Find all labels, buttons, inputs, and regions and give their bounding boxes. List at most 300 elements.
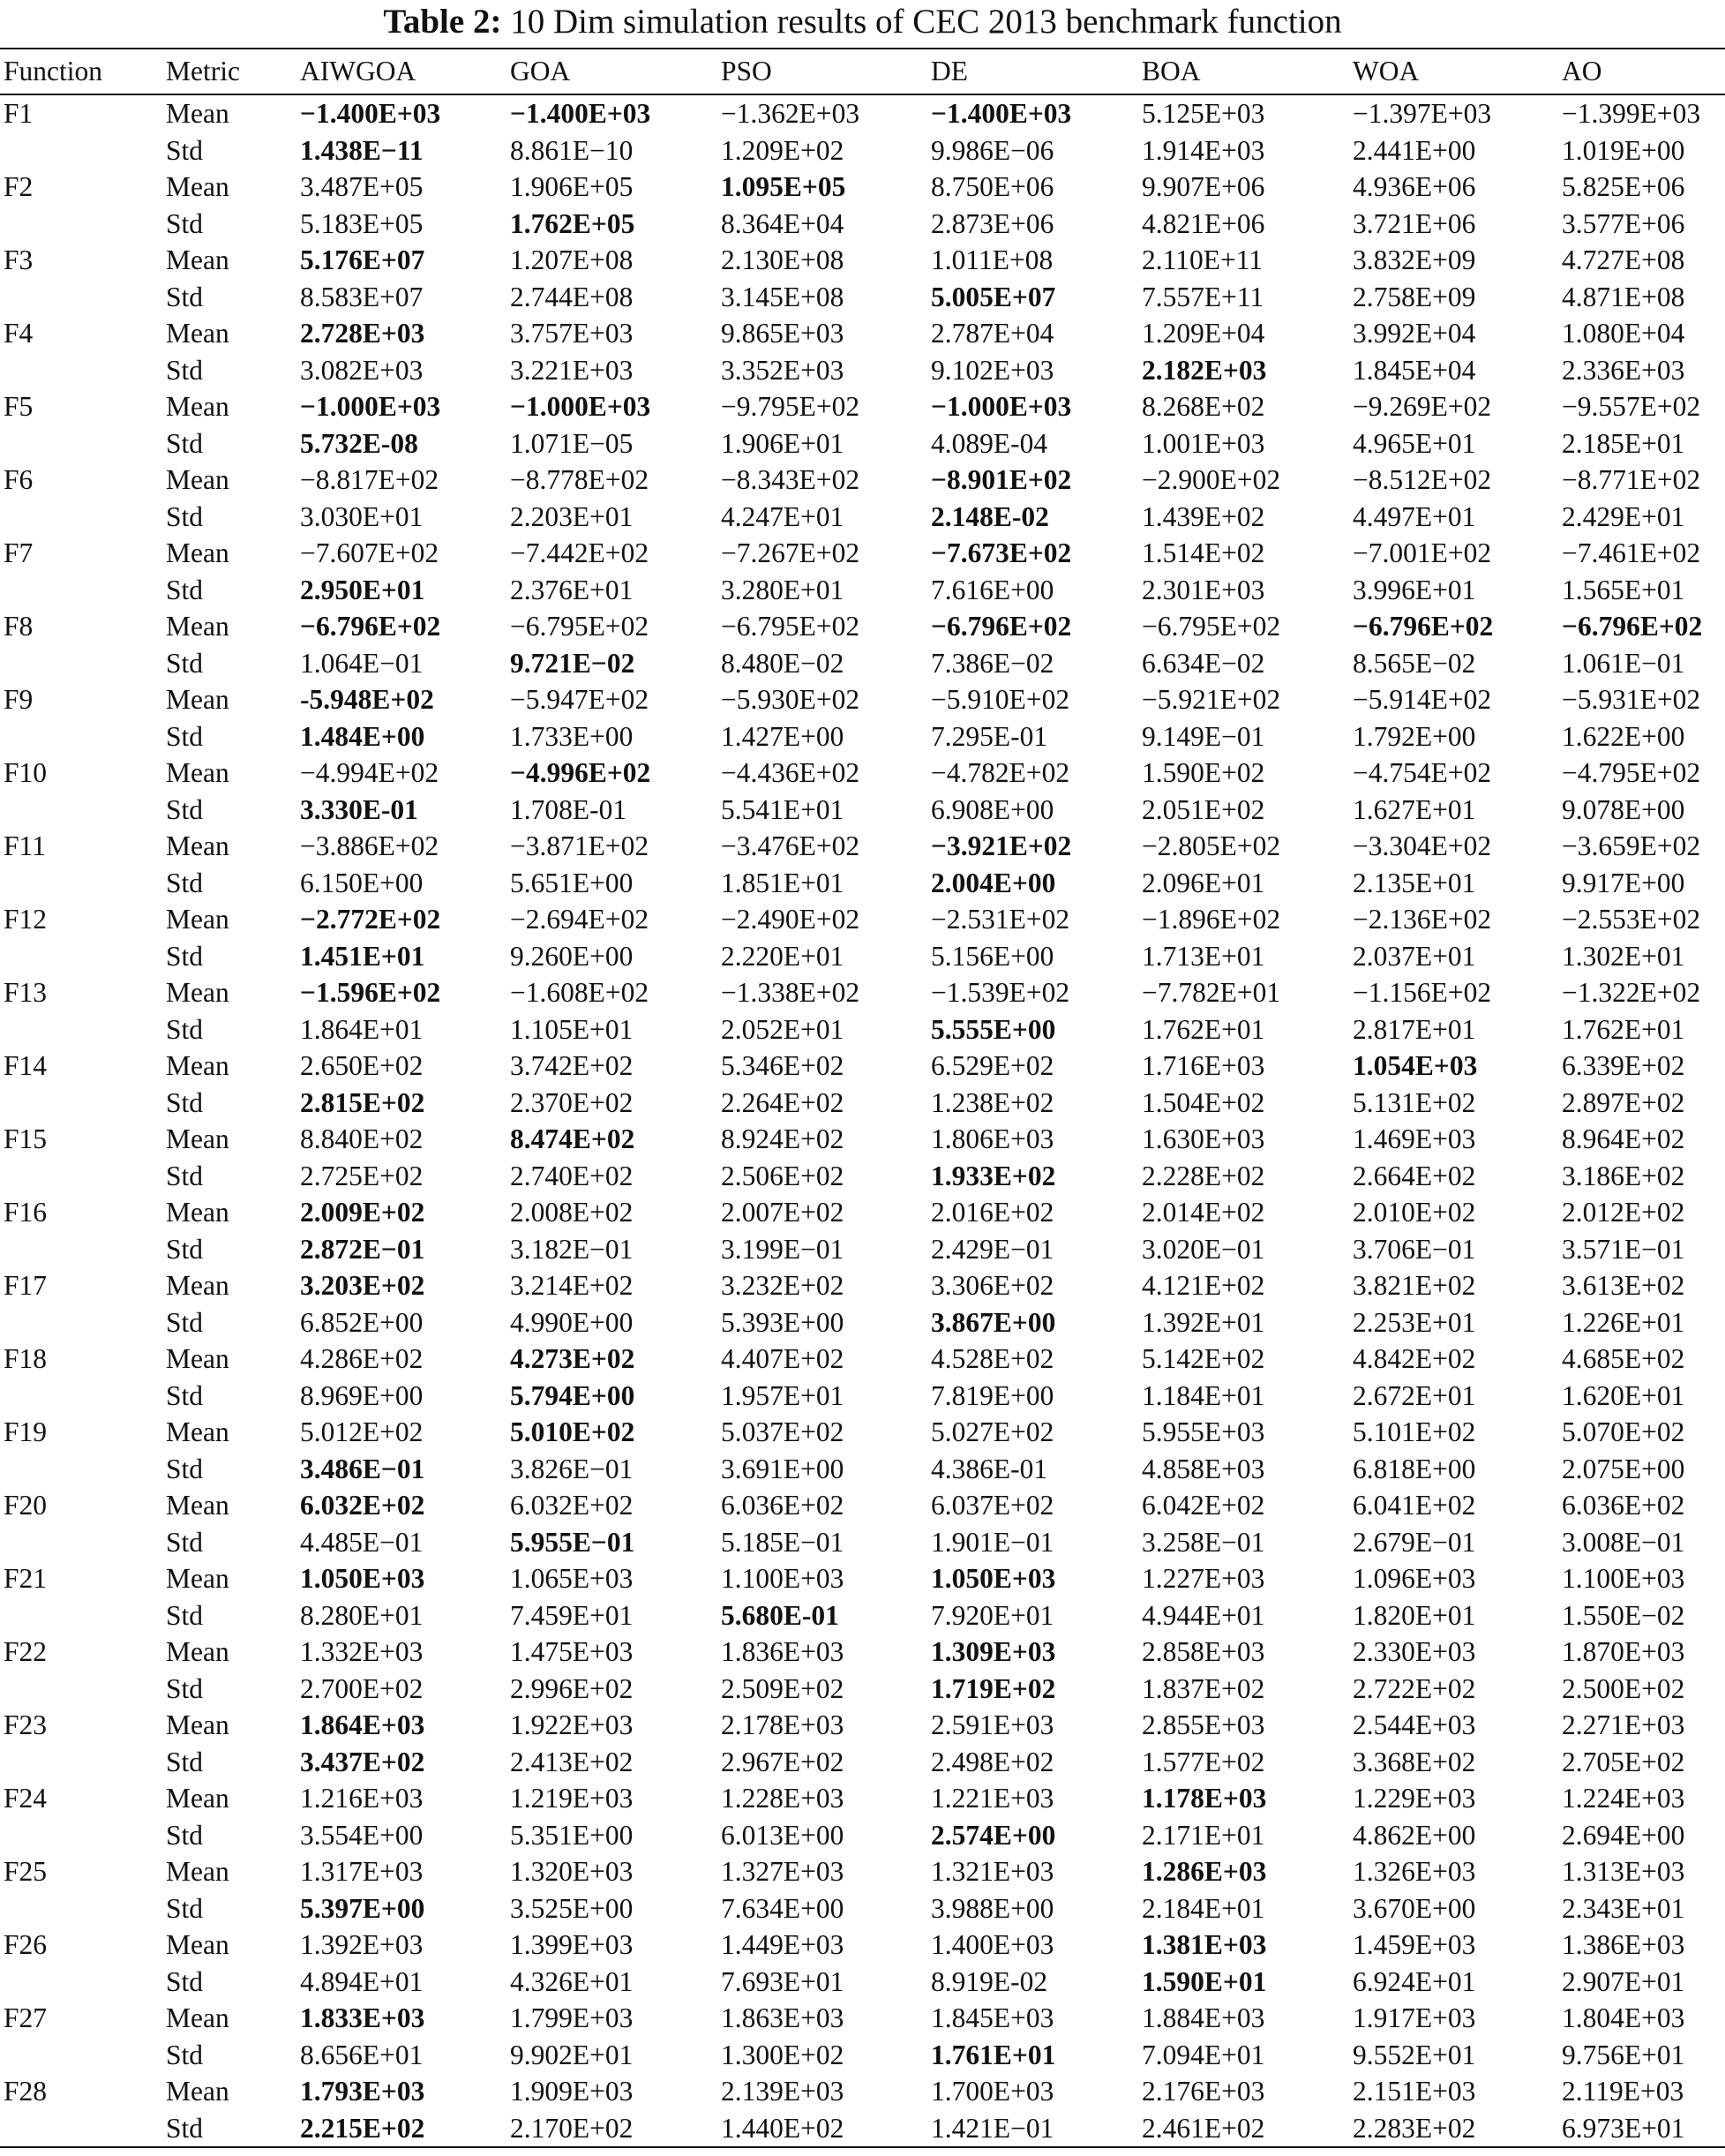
value-cell: 5.185E−01: [721, 1526, 844, 1558]
metric-cell: Mean: [166, 1490, 229, 1521]
value-cell: 2.996E+02: [510, 1672, 634, 1704]
function-group: [0, 315, 1725, 388]
function-name-cell: F6: [4, 464, 34, 495]
value-cell: 4.485E−01: [300, 1526, 424, 1558]
value-cell: −1.400E+03: [931, 98, 1072, 129]
value-cell: 8.969E+00: [300, 1379, 424, 1411]
metric-cell: Mean: [166, 244, 229, 275]
column-header-metric: Metric: [166, 56, 240, 86]
table-row-std: [0, 572, 1725, 609]
value-cell: 5.131E+02: [1353, 1086, 1476, 1118]
value-cell: 1.011E+08: [931, 244, 1054, 275]
metric-cell: Mean: [166, 904, 229, 935]
value-cell: 4.862E+00: [1353, 1819, 1476, 1851]
function-group: [0, 1341, 1725, 1414]
value-cell: 2.907E+01: [1562, 1965, 1685, 1997]
value-cell: 1.504E+02: [1142, 1086, 1265, 1118]
value-cell: −7.001E+02: [1353, 537, 1492, 568]
table-row-std: [0, 1744, 1725, 1781]
value-cell: 2.672E+01: [1353, 1379, 1476, 1411]
value-cell: 8.280E+01: [300, 1599, 424, 1631]
value-cell: 1.019E+00: [1562, 134, 1685, 166]
value-cell: 8.861E−10: [510, 134, 634, 166]
value-cell: −4.994E+02: [300, 757, 439, 788]
function-group: [0, 1487, 1725, 1560]
value-cell: −1.397E+03: [1353, 98, 1492, 129]
value-cell: 2.151E+03: [1353, 2076, 1476, 2107]
value-cell: 1.221E+03: [931, 1783, 1054, 1814]
value-cell: 2.694E+00: [1562, 1819, 1685, 1851]
value-cell: 1.863E+03: [721, 2002, 844, 2033]
value-cell: 4.858E+03: [1142, 1453, 1265, 1484]
value-cell: 3.214E+02: [510, 1270, 634, 1301]
value-cell: 3.199E−01: [721, 1233, 844, 1265]
value-cell: 1.300E+02: [721, 2039, 844, 2070]
value-cell: 1.550E−02: [1562, 1599, 1685, 1631]
value-cell: 1.957E+01: [721, 1379, 844, 1411]
value-cell: −8.901E+02: [931, 464, 1072, 495]
table-row-mean: [0, 242, 1725, 279]
value-cell: 1.326E+03: [1353, 1856, 1476, 1887]
table-row-mean: [0, 1560, 1725, 1597]
metric-cell: Std: [166, 720, 204, 752]
metric-cell: Std: [166, 207, 204, 239]
value-cell: 3.203E+02: [300, 1270, 425, 1301]
value-cell: 8.964E+02: [1562, 1123, 1685, 1154]
value-cell: 4.407E+02: [721, 1343, 844, 1374]
value-cell: −1.539E+02: [931, 977, 1070, 1008]
value-cell: 8.364E+04: [721, 207, 844, 239]
value-cell: 1.071E−05: [510, 427, 634, 459]
value-cell: −1.400E+03: [300, 98, 441, 129]
value-cell: 7.386E−02: [931, 647, 1054, 679]
metric-cell: Mean: [166, 1709, 229, 1740]
column-header-function: Function: [4, 56, 103, 86]
metric-cell: Std: [166, 1746, 204, 1777]
value-cell: 3.525E+00: [510, 1892, 634, 1924]
function-name-cell: F7: [4, 537, 34, 568]
value-cell: 1.845E+04: [1353, 354, 1476, 386]
value-cell: 2.370E+02: [510, 1086, 634, 1118]
value-cell: 1.590E+02: [1142, 757, 1265, 788]
value-cell: −3.921E+02: [931, 830, 1072, 861]
value-cell: 1.209E+04: [1142, 318, 1265, 349]
value-cell: −4.436E+02: [721, 757, 860, 788]
function-group: [0, 1927, 1725, 2000]
table-row-std: [0, 499, 1725, 536]
value-cell: 2.574E+00: [931, 1819, 1056, 1851]
value-cell: 2.728E+03: [300, 318, 425, 349]
metric-cell: Std: [166, 427, 204, 459]
function-name-cell: F24: [4, 1783, 48, 1814]
function-name-cell: F15: [4, 1123, 48, 1154]
table-row-std: [0, 279, 1725, 316]
table-row-std: [0, 1304, 1725, 1341]
value-cell: 3.996E+01: [1353, 574, 1476, 605]
value-cell: 2.271E+03: [1562, 1709, 1685, 1740]
function-group: [0, 1414, 1725, 1487]
function-name-cell: F9: [4, 684, 34, 715]
value-cell: −4.754E+02: [1353, 757, 1492, 788]
value-cell: 4.936E+06: [1353, 171, 1476, 202]
metric-cell: Std: [166, 647, 204, 679]
value-cell: 4.121E+02: [1142, 1270, 1265, 1301]
table-row-mean: [0, 1341, 1725, 1378]
value-cell: 1.440E+02: [721, 2112, 844, 2144]
function-name-cell: F22: [4, 1636, 48, 1667]
value-cell: −1.000E+03: [510, 391, 651, 422]
value-cell: 1.620E+01: [1562, 1379, 1685, 1411]
value-cell: 3.258E−01: [1142, 1526, 1265, 1558]
value-cell: 1.762E+01: [1562, 1013, 1685, 1045]
value-cell: −7.461E+02: [1562, 537, 1701, 568]
value-cell: 1.792E+00: [1353, 720, 1476, 752]
table-row-mean: [0, 462, 1725, 499]
value-cell: 4.965E+01: [1353, 427, 1476, 459]
value-cell: 4.497E+01: [1353, 500, 1476, 532]
metric-cell: Std: [166, 1453, 204, 1484]
value-cell: 2.787E+04: [931, 318, 1054, 349]
value-cell: 6.042E+02: [1142, 1490, 1265, 1521]
value-cell: 2.171E+01: [1142, 1819, 1265, 1851]
value-cell: −2.805E+02: [1142, 830, 1281, 861]
value-cell: 1.761E+01: [931, 2039, 1056, 2070]
value-cell: 2.950E+01: [300, 574, 425, 605]
value-cell: 4.685E+02: [1562, 1343, 1685, 1374]
table-row-mean: [0, 535, 1725, 572]
column-header-ao: AO: [1562, 56, 1602, 86]
value-cell: 3.182E−01: [510, 1233, 634, 1265]
metric-cell: Std: [166, 1892, 204, 1924]
value-cell: 1.327E+03: [721, 1856, 844, 1887]
value-cell: 4.089E-04: [931, 427, 1048, 459]
value-cell: 3.232E+02: [721, 1270, 844, 1301]
function-name-cell: F27: [4, 2002, 48, 2033]
value-cell: 1.313E+03: [1562, 1856, 1685, 1887]
function-name-cell: F17: [4, 1270, 48, 1301]
value-cell: −1.338E+02: [721, 977, 860, 1008]
value-cell: 2.509E+02: [721, 1672, 844, 1704]
value-cell: 1.216E+03: [300, 1783, 424, 1814]
value-cell: 1.227E+03: [1142, 1563, 1265, 1594]
table-row-std: [0, 206, 1725, 243]
value-cell: 1.302E+01: [1562, 940, 1685, 972]
value-cell: 3.437E+02: [300, 1746, 425, 1777]
value-cell: 2.135E+01: [1353, 867, 1476, 898]
metric-cell: Std: [166, 1013, 204, 1045]
metric-cell: Mean: [166, 830, 229, 861]
value-cell: 3.008E−01: [1562, 1526, 1685, 1558]
value-cell: 3.832E+09: [1353, 244, 1476, 275]
function-group: [0, 1853, 1725, 1927]
table-row-mean: [0, 1414, 1725, 1451]
value-cell: 1.392E+03: [300, 1929, 424, 1960]
value-cell: −4.795E+02: [1562, 757, 1701, 788]
value-cell: 1.922E+03: [510, 1709, 634, 1740]
metric-cell: Mean: [166, 1563, 229, 1594]
metric-cell: Mean: [166, 1783, 229, 1814]
value-cell: 3.742E+02: [510, 1050, 634, 1081]
value-cell: 4.871E+08: [1562, 281, 1685, 312]
value-cell: 1.065E+03: [510, 1563, 634, 1594]
value-cell: 4.386E-01: [931, 1453, 1048, 1484]
value-cell: 1.286E+03: [1142, 1856, 1267, 1887]
value-cell: 2.148E-02: [931, 500, 1049, 532]
value-cell: 5.397E+00: [300, 1892, 425, 1924]
value-cell: 5.393E+00: [721, 1306, 844, 1338]
table-row-std: [0, 352, 1725, 389]
value-cell: 2.052E+01: [721, 1013, 844, 1045]
function-name-cell: F23: [4, 1709, 48, 1740]
function-name-cell: F5: [4, 391, 34, 422]
value-cell: −1.400E+03: [510, 98, 651, 129]
value-cell: 1.228E+03: [721, 1783, 844, 1814]
value-cell: 1.909E+03: [510, 2076, 634, 2107]
value-cell: 2.722E+02: [1353, 1672, 1476, 1704]
value-cell: 3.577E+06: [1562, 207, 1685, 239]
table-row-mean: [0, 1048, 1725, 1085]
function-name-cell: F10: [4, 757, 48, 788]
value-cell: 8.750E+06: [931, 171, 1054, 202]
function-group: [0, 2000, 1725, 2073]
value-cell: 1.799E+03: [510, 2002, 634, 2033]
value-cell: 1.459E+03: [1353, 1929, 1476, 1960]
value-cell: 8.474E+02: [510, 1123, 635, 1154]
value-cell: −7.267E+02: [721, 537, 860, 568]
value-cell: 1.061E−01: [1562, 647, 1685, 679]
table-row-mean: [0, 1634, 1725, 1671]
value-cell: 2.203E+01: [510, 500, 634, 532]
value-cell: 1.733E+00: [510, 720, 634, 752]
value-cell: −2.772E+02: [300, 904, 441, 935]
function-name-cell: F16: [4, 1197, 48, 1228]
value-cell: 1.309E+03: [931, 1636, 1056, 1667]
function-group: [0, 2073, 1725, 2146]
value-cell: 1.399E+03: [510, 1929, 634, 1960]
value-cell: 5.010E+02: [510, 1416, 635, 1447]
caption-label: Table 2:: [383, 3, 502, 41]
value-cell: 1.870E+03: [1562, 1636, 1685, 1667]
value-cell: 1.178E+03: [1142, 1783, 1267, 1814]
table-row-std: [0, 1817, 1725, 1854]
value-cell: 2.817E+01: [1353, 1013, 1476, 1045]
table-row-mean: [0, 828, 1725, 865]
function-name-cell: F19: [4, 1416, 48, 1447]
table-row-std: [0, 938, 1725, 975]
value-cell: 1.317E+03: [300, 1856, 424, 1887]
value-cell: 1.184E+01: [1142, 1379, 1265, 1411]
value-cell: 1.820E+01: [1353, 1599, 1476, 1631]
metric-cell: Std: [166, 1526, 204, 1558]
metric-cell: Mean: [166, 391, 229, 422]
value-cell: 2.220E+01: [721, 940, 844, 972]
function-name-cell: F1: [4, 98, 34, 129]
value-cell: −1.399E+03: [1562, 98, 1701, 129]
value-cell: 5.037E+02: [721, 1416, 844, 1447]
function-name-cell: F20: [4, 1490, 48, 1521]
value-cell: 1.484E+00: [300, 720, 425, 752]
value-cell: 1.229E+03: [1353, 1783, 1476, 1814]
value-cell: 1.001E+03: [1142, 427, 1265, 459]
table-row-mean: [0, 315, 1725, 352]
value-cell: 8.840E+02: [300, 1123, 424, 1154]
metric-cell: Mean: [166, 1343, 229, 1374]
function-name-cell: F12: [4, 904, 48, 935]
value-cell: −1.608E+02: [510, 977, 649, 1008]
value-cell: 4.944E+01: [1142, 1599, 1265, 1631]
metric-cell: Mean: [166, 977, 229, 1008]
value-cell: 1.833E+03: [300, 2002, 425, 2033]
value-cell: 1.514E+02: [1142, 537, 1265, 568]
value-cell: 1.565E+01: [1562, 574, 1685, 605]
value-cell: 2.301E+03: [1142, 574, 1265, 605]
value-cell: 3.554E+00: [300, 1819, 424, 1851]
value-cell: 2.009E+02: [300, 1197, 425, 1228]
value-cell: 1.238E+02: [931, 1086, 1054, 1118]
value-cell: 2.725E+02: [300, 1160, 424, 1191]
value-cell: 2.253E+01: [1353, 1306, 1476, 1338]
value-cell: 4.247E+01: [721, 500, 844, 532]
table-row-mean: [0, 1853, 1725, 1890]
value-cell: 9.260E+00: [510, 940, 634, 972]
function-name-cell: F28: [4, 2076, 48, 2107]
value-cell: 6.339E+02: [1562, 1050, 1685, 1081]
value-cell: 4.842E+02: [1353, 1343, 1476, 1374]
value-cell: 1.219E+03: [510, 1783, 634, 1814]
value-cell: 1.064E−01: [300, 647, 424, 679]
value-cell: 9.721E−02: [510, 647, 635, 679]
value-cell: 1.321E+03: [931, 1856, 1054, 1887]
value-cell: 1.226E+01: [1562, 1306, 1685, 1338]
value-cell: 1.469E+03: [1353, 1123, 1476, 1154]
value-cell: 2.051E+02: [1142, 793, 1265, 825]
value-cell: 3.571E−01: [1562, 1233, 1685, 1265]
value-cell: 1.095E+05: [721, 171, 846, 202]
metric-cell: Mean: [166, 1197, 229, 1228]
value-cell: 7.459E+01: [510, 1599, 634, 1631]
value-cell: 2.185E+01: [1562, 427, 1685, 459]
value-cell: 1.400E+03: [931, 1929, 1054, 1960]
function-group: [0, 1267, 1725, 1341]
function-group: [0, 242, 1725, 315]
value-cell: 2.110E+11: [1142, 244, 1264, 275]
metric-cell: Std: [166, 281, 204, 312]
table-body: [0, 95, 1725, 2146]
value-cell: 3.867E+00: [931, 1306, 1056, 1338]
metric-cell: Mean: [166, 1929, 229, 1960]
value-cell: 3.992E+04: [1353, 318, 1476, 349]
value-cell: −3.476E+02: [721, 830, 860, 861]
value-cell: 1.209E+02: [721, 134, 844, 166]
value-cell: −7.442E+02: [510, 537, 649, 568]
value-cell: 1.050E+03: [931, 1563, 1056, 1594]
table-row-std: [0, 792, 1725, 829]
value-cell: −3.886E+02: [300, 830, 439, 861]
value-cell: 8.565E−02: [1353, 647, 1476, 679]
value-cell: 3.721E+06: [1353, 207, 1476, 239]
value-cell: 2.705E+02: [1562, 1746, 1685, 1777]
value-cell: −4.996E+02: [510, 757, 651, 788]
value-cell: 9.902E+01: [510, 2039, 634, 2070]
results-table: [0, 48, 1725, 2148]
value-cell: 1.917E+03: [1353, 2002, 1476, 2033]
value-cell: 1.224E+03: [1562, 1783, 1685, 1814]
metric-cell: Std: [166, 793, 204, 825]
metric-cell: Std: [166, 1965, 204, 1997]
value-cell: 1.622E+00: [1562, 720, 1685, 752]
value-cell: 1.100E+03: [1562, 1563, 1685, 1594]
value-cell: −1.896E+02: [1142, 904, 1281, 935]
table-row-mean: [0, 901, 1725, 938]
value-cell: 2.413E+02: [510, 1746, 634, 1777]
metric-cell: Mean: [166, 757, 229, 788]
value-cell: 2.336E+03: [1562, 354, 1685, 386]
value-cell: 8.480E−02: [721, 647, 844, 679]
value-cell: 1.080E+04: [1562, 318, 1685, 349]
value-cell: 1.762E+01: [1142, 1013, 1265, 1045]
value-cell: 2.007E+02: [721, 1197, 844, 1228]
value-cell: 2.897E+02: [1562, 1086, 1685, 1118]
metric-cell: Std: [166, 1306, 204, 1338]
value-cell: 2.700E+02: [300, 1672, 424, 1704]
value-cell: -5.948E+02: [300, 684, 434, 715]
table-row-mean: [0, 2000, 1725, 2037]
value-cell: 6.852E+00: [300, 1306, 424, 1338]
value-cell: 6.037E+02: [931, 1490, 1054, 1521]
value-cell: 7.295E-01: [931, 720, 1048, 752]
value-cell: 1.845E+03: [931, 2002, 1054, 2033]
value-cell: −3.659E+02: [1562, 830, 1701, 861]
value-cell: 3.030E+01: [300, 500, 424, 532]
value-cell: 2.591E+03: [931, 1709, 1054, 1740]
value-cell: 6.032E+02: [300, 1490, 425, 1521]
function-group: [0, 681, 1725, 755]
value-cell: 1.427E+00: [721, 720, 844, 752]
metric-cell: Std: [166, 1819, 204, 1851]
value-cell: 2.016E+02: [931, 1197, 1054, 1228]
value-cell: −2.694E+02: [510, 904, 649, 935]
value-cell: 5.142E+02: [1142, 1343, 1265, 1374]
value-cell: 1.096E+03: [1353, 1563, 1476, 1594]
table-row-mean: [0, 388, 1725, 425]
value-cell: 9.917E+00: [1562, 867, 1685, 898]
table-row-std: [0, 645, 1725, 682]
value-cell: 6.032E+02: [510, 1490, 634, 1521]
value-cell: 3.826E−01: [510, 1453, 634, 1484]
value-cell: −9.557E+02: [1562, 391, 1701, 422]
value-cell: 1.381E+03: [1142, 1929, 1267, 1960]
value-cell: −5.931E+02: [1562, 684, 1701, 715]
value-cell: 1.590E+01: [1142, 1965, 1267, 1997]
value-cell: −5.914E+02: [1353, 684, 1492, 715]
value-cell: 6.036E+02: [1562, 1490, 1685, 1521]
value-cell: 3.706E−01: [1353, 1233, 1476, 1265]
value-cell: 2.283E+02: [1353, 2112, 1476, 2144]
value-cell: 3.486E−01: [300, 1453, 425, 1484]
value-cell: 2.740E+02: [510, 1160, 634, 1191]
value-cell: −5.930E+02: [721, 684, 860, 715]
value-cell: 2.178E+03: [721, 1709, 844, 1740]
function-name-cell: F11: [4, 830, 46, 861]
value-cell: 2.441E+00: [1353, 134, 1476, 166]
function-name-cell: F4: [4, 318, 34, 349]
value-cell: −1.000E+03: [931, 391, 1072, 422]
value-cell: −1.156E+02: [1353, 977, 1492, 1008]
value-cell: 3.821E+02: [1353, 1270, 1476, 1301]
table-row-mean: [0, 169, 1725, 206]
column-header-woa: WOA: [1353, 56, 1420, 86]
value-cell: 9.102E+03: [931, 354, 1054, 386]
